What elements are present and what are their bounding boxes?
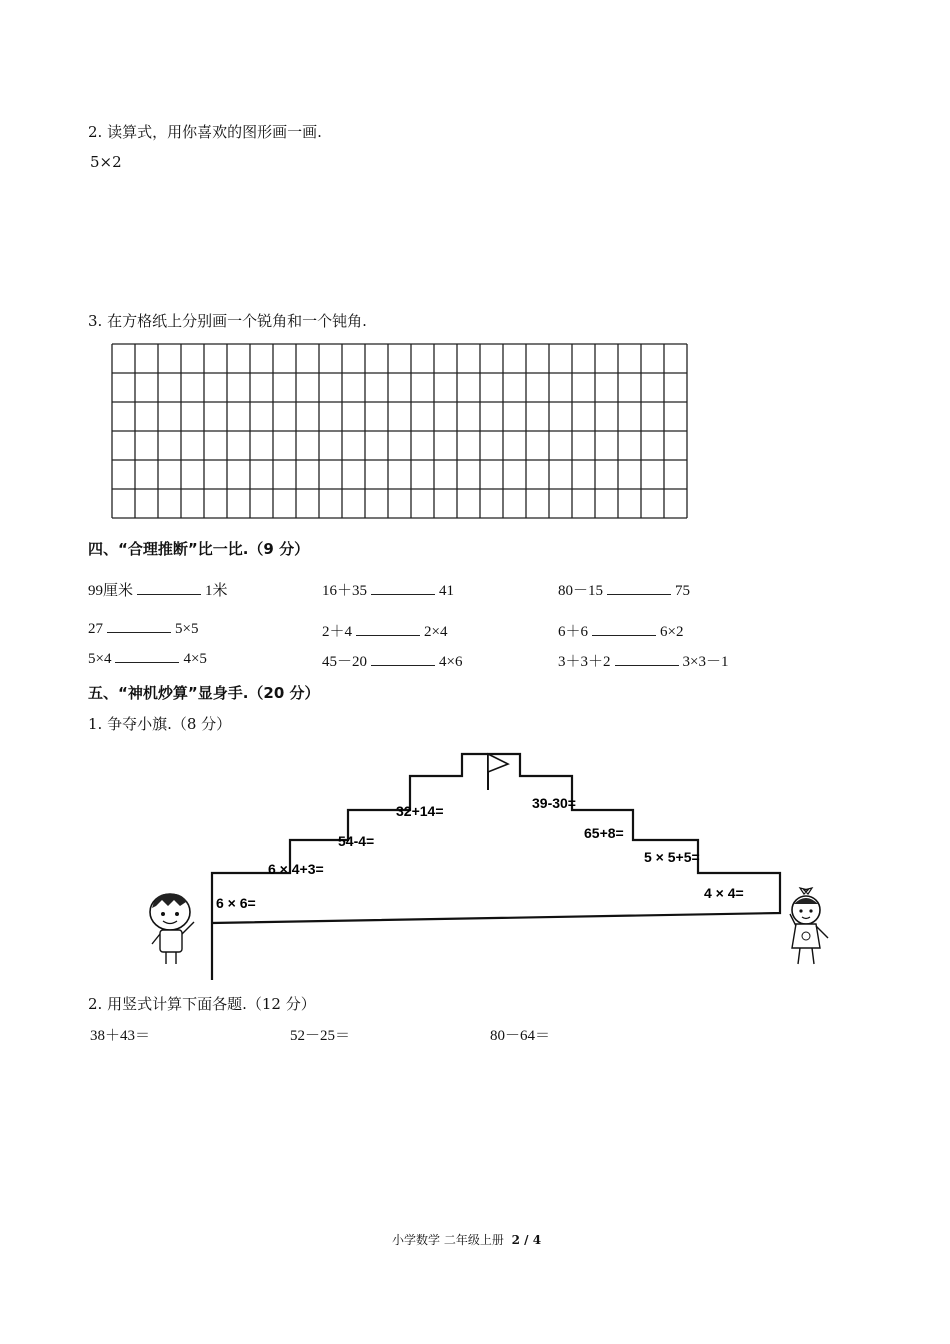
comparison-right: 3×3－1 <box>682 654 729 670</box>
comparison-right: 1米 <box>205 583 228 599</box>
answer-blank[interactable] <box>615 653 679 666</box>
comparison-item <box>558 579 690 600</box>
comparison-item <box>88 579 228 600</box>
step-label-8: 4 × 4= <box>704 885 744 901</box>
vertical-calc-title: 2. 用竖式计算下面各题.（12 分） <box>88 995 316 1013</box>
comparison-left: 27 <box>88 621 103 637</box>
staircase-diagram <box>0 740 950 980</box>
step-label-4: 32+14= <box>396 803 444 819</box>
square-grid-paper[interactable] <box>108 340 692 522</box>
comparison-right: 2×4 <box>424 624 448 640</box>
answer-blank[interactable] <box>137 582 201 595</box>
comparison-item <box>558 620 683 641</box>
calc-item-1: 38＋43＝ <box>90 1028 151 1044</box>
answer-blank[interactable] <box>107 620 171 633</box>
step-label-6: 65+8= <box>584 825 624 841</box>
calc-item-3: 80－64＝ <box>490 1028 551 1044</box>
comparison-item <box>558 650 728 671</box>
answer-blank[interactable] <box>371 653 435 666</box>
q2-title: 2. 读算式，用你喜欢的图形画一画. <box>88 123 322 141</box>
comparison-item <box>322 620 447 641</box>
answer-blank[interactable] <box>371 582 435 595</box>
comparison-item <box>322 579 454 600</box>
comparison-left: 80－15 <box>558 583 604 599</box>
comparison-left: 5×4 <box>88 651 112 667</box>
comparison-right: 41 <box>439 583 455 599</box>
comparison-left: 3＋3＋2 <box>558 654 611 670</box>
comparison-right: 4×6 <box>439 654 463 670</box>
step-label-7: 5 × 5+5= <box>644 849 700 865</box>
girl-character-icon <box>790 888 828 964</box>
step-label-2: 6 × 4+3= <box>268 861 324 877</box>
answer-blank[interactable] <box>592 623 656 636</box>
page-number: 2 / 4 <box>511 1233 542 1247</box>
page-footer <box>392 1231 541 1248</box>
section5-title: 五、“神机炒算”显身手.（20 分） <box>88 684 320 702</box>
flag-question-title: 1. 争夺小旗.（8 分） <box>88 715 232 733</box>
comparison-right: 75 <box>675 583 691 599</box>
comparison-left: 99厘米 <box>88 583 134 599</box>
comparison-right: 5×5 <box>175 621 199 637</box>
section4-title: 四、“合理推断”比一比.（9 分） <box>88 540 310 558</box>
q3-title: 3. 在方格纸上分别画一个锐角和一个钝角. <box>88 312 367 330</box>
answer-blank[interactable] <box>356 623 420 636</box>
step-label-1: 6 × 6= <box>216 895 256 911</box>
calc-item-2: 52－25＝ <box>290 1028 351 1044</box>
comparison-right: 4×5 <box>183 651 207 667</box>
flag-icon <box>488 754 508 772</box>
answer-blank[interactable] <box>607 582 671 595</box>
comparison-left: 45－20 <box>322 654 368 670</box>
step-label-3: 54-4= <box>338 833 375 849</box>
comparison-item <box>88 620 198 638</box>
comparison-item <box>88 650 207 668</box>
step-label-5: 39-30= <box>532 795 576 811</box>
footer-text: 小学数学 二年级上册 <box>392 1233 504 1247</box>
q2-expression: 5×2 <box>90 153 122 171</box>
comparison-item <box>322 650 462 671</box>
comparison-left: 2＋4 <box>322 624 353 640</box>
answer-blank[interactable] <box>115 650 179 663</box>
boy-character-icon <box>150 894 194 964</box>
comparison-left: 6＋6 <box>558 624 589 640</box>
comparison-left: 16＋35 <box>322 583 368 599</box>
comparison-right: 6×2 <box>660 624 684 640</box>
